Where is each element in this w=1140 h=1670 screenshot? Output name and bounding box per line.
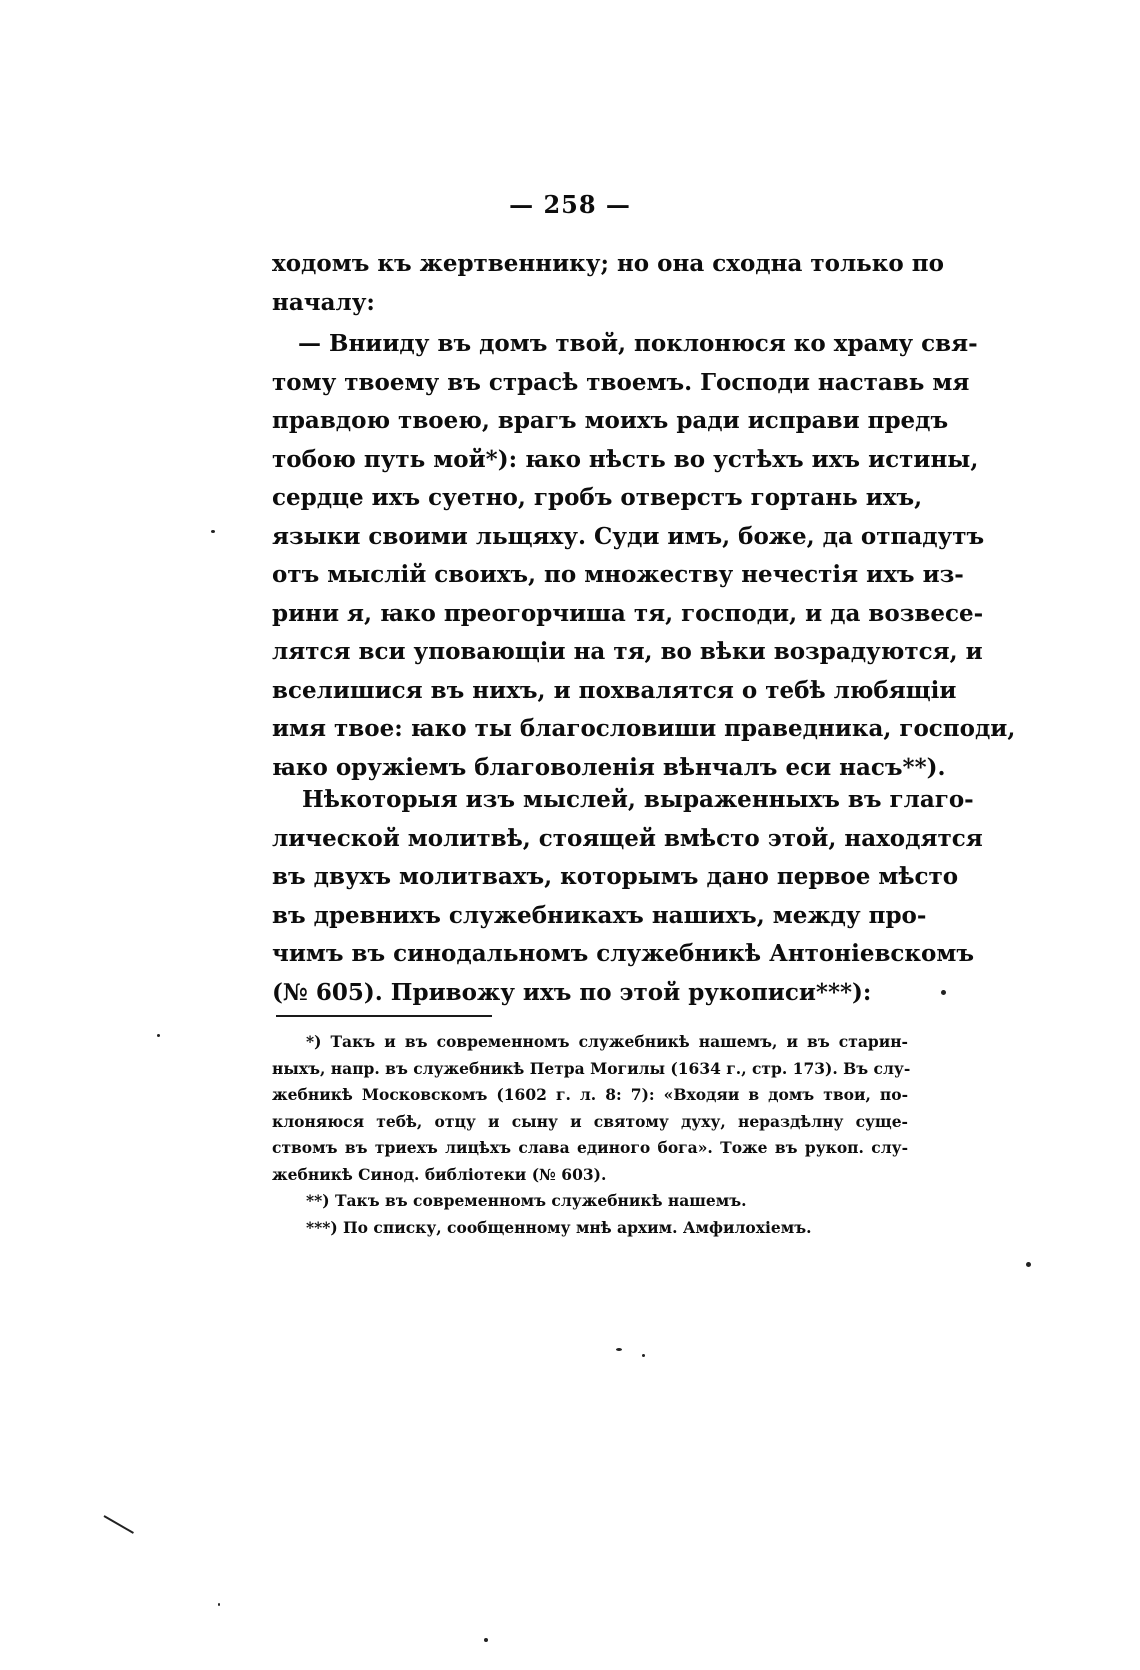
text-line: Нѣкоторыя изъ мыслей, выраженныхъ въ глаго- xyxy=(302,786,974,813)
text-line: языки своими льщяху. Суди имъ, боже, да отпадутъ xyxy=(272,522,985,550)
scan-speck xyxy=(157,1034,160,1037)
scan-speck xyxy=(1026,1262,1031,1267)
text-line: тобою путь мой*): ꙗко нѣсть во устѣхъ ихъ истины, xyxy=(272,445,979,473)
text-line: лической молитвѣ, стоящей вмѣсто этой, находятся xyxy=(272,824,983,852)
text-line: правдою твоею, врагъ моихъ ради исправи предъ xyxy=(272,407,949,434)
text-line: чимъ въ синодальномъ служебникѣ Антоніевскомъ xyxy=(272,940,975,967)
text-line: ꙗко оружіемъ благоволенія вѣнчалъ еси насъ**). xyxy=(272,753,946,781)
prayer-quotation xyxy=(272,325,1016,787)
text-line: въ древнихъ служебникахъ нашихъ, между про- xyxy=(272,901,927,929)
text-line: началу: xyxy=(272,288,375,316)
footnote-1-line: ствомъ въ триехъ лицѣхъ слава единого бога». Тоже въ рукоп. слу- xyxy=(272,1138,908,1157)
footnote-divider xyxy=(276,1015,492,1017)
text-line: въ двухъ молитвахъ, которымъ дано первое мѣсто xyxy=(272,863,959,890)
paragraph-continuation xyxy=(272,245,944,322)
text-line: — Внииду въ домъ твой, поклонюся ко храму свя- xyxy=(298,330,978,357)
text-line: лятся вси уповающіи на тя, во вѣки возрадуются, и xyxy=(272,638,983,665)
text-line: тому твоему въ страсѣ твоемъ. Господи наставь мя xyxy=(272,368,970,396)
scan-speck xyxy=(211,530,215,533)
footnotes xyxy=(272,1029,911,1241)
scan-speck xyxy=(616,1348,622,1351)
paragraph-commentary xyxy=(272,781,983,1012)
text-line: отъ мыслій своихъ, по множеству нечестія ихъ из- xyxy=(272,561,964,588)
text-line: рини я, ꙗко преогорчиша тя, господи, и да возвесе- xyxy=(272,599,984,627)
scan-stroke xyxy=(104,1515,134,1534)
footnote-3: ***) По списку, сообщенному мнѣ архим. Амфилохіемъ. xyxy=(306,1217,812,1237)
footnote-1-line: жебникѣ Московскомъ (1602 г. л. 8: 7): «Входяи в домъ твои, по- xyxy=(272,1085,908,1104)
footnote-1-line: жебникѣ Синод. библіотеки (№ 603). xyxy=(272,1164,607,1184)
text-line: вселишися въ нихъ, и похвалятся о тебѣ любящіи xyxy=(272,676,957,704)
text-line: ходомъ къ жертвеннику; но она сходна только по xyxy=(272,250,944,277)
footnote-1-line: *) Такъ и въ современномъ служебникѣ нашемъ, и въ старин- xyxy=(306,1032,908,1051)
footnote-1-line: ныхъ, напр. въ служебникѣ Петра Могилы (1634 г., стр. 173). Въ слу- xyxy=(272,1058,911,1078)
scan-speck xyxy=(484,1638,488,1642)
page-number: — 258 — xyxy=(509,190,631,219)
scan-speck xyxy=(218,1603,220,1606)
footnote-1-line: клоняюся тебѣ, отцу и сыну и святому духу, нераздѣлну суще- xyxy=(272,1111,908,1131)
scan-speck xyxy=(642,1354,645,1357)
text-line: имя твое: ꙗко ты благословиши праведника, господи, xyxy=(272,715,1016,742)
scan-speck xyxy=(941,990,946,995)
text-line: сердце ихъ суетно, гробъ отверстъ гортань ихъ, xyxy=(272,484,923,511)
text-line: (№ 605). Привожу ихъ по этой рукописи***): xyxy=(272,978,872,1006)
footnote-2: **) Такъ въ современномъ служебникѣ нашемъ. xyxy=(306,1191,747,1210)
